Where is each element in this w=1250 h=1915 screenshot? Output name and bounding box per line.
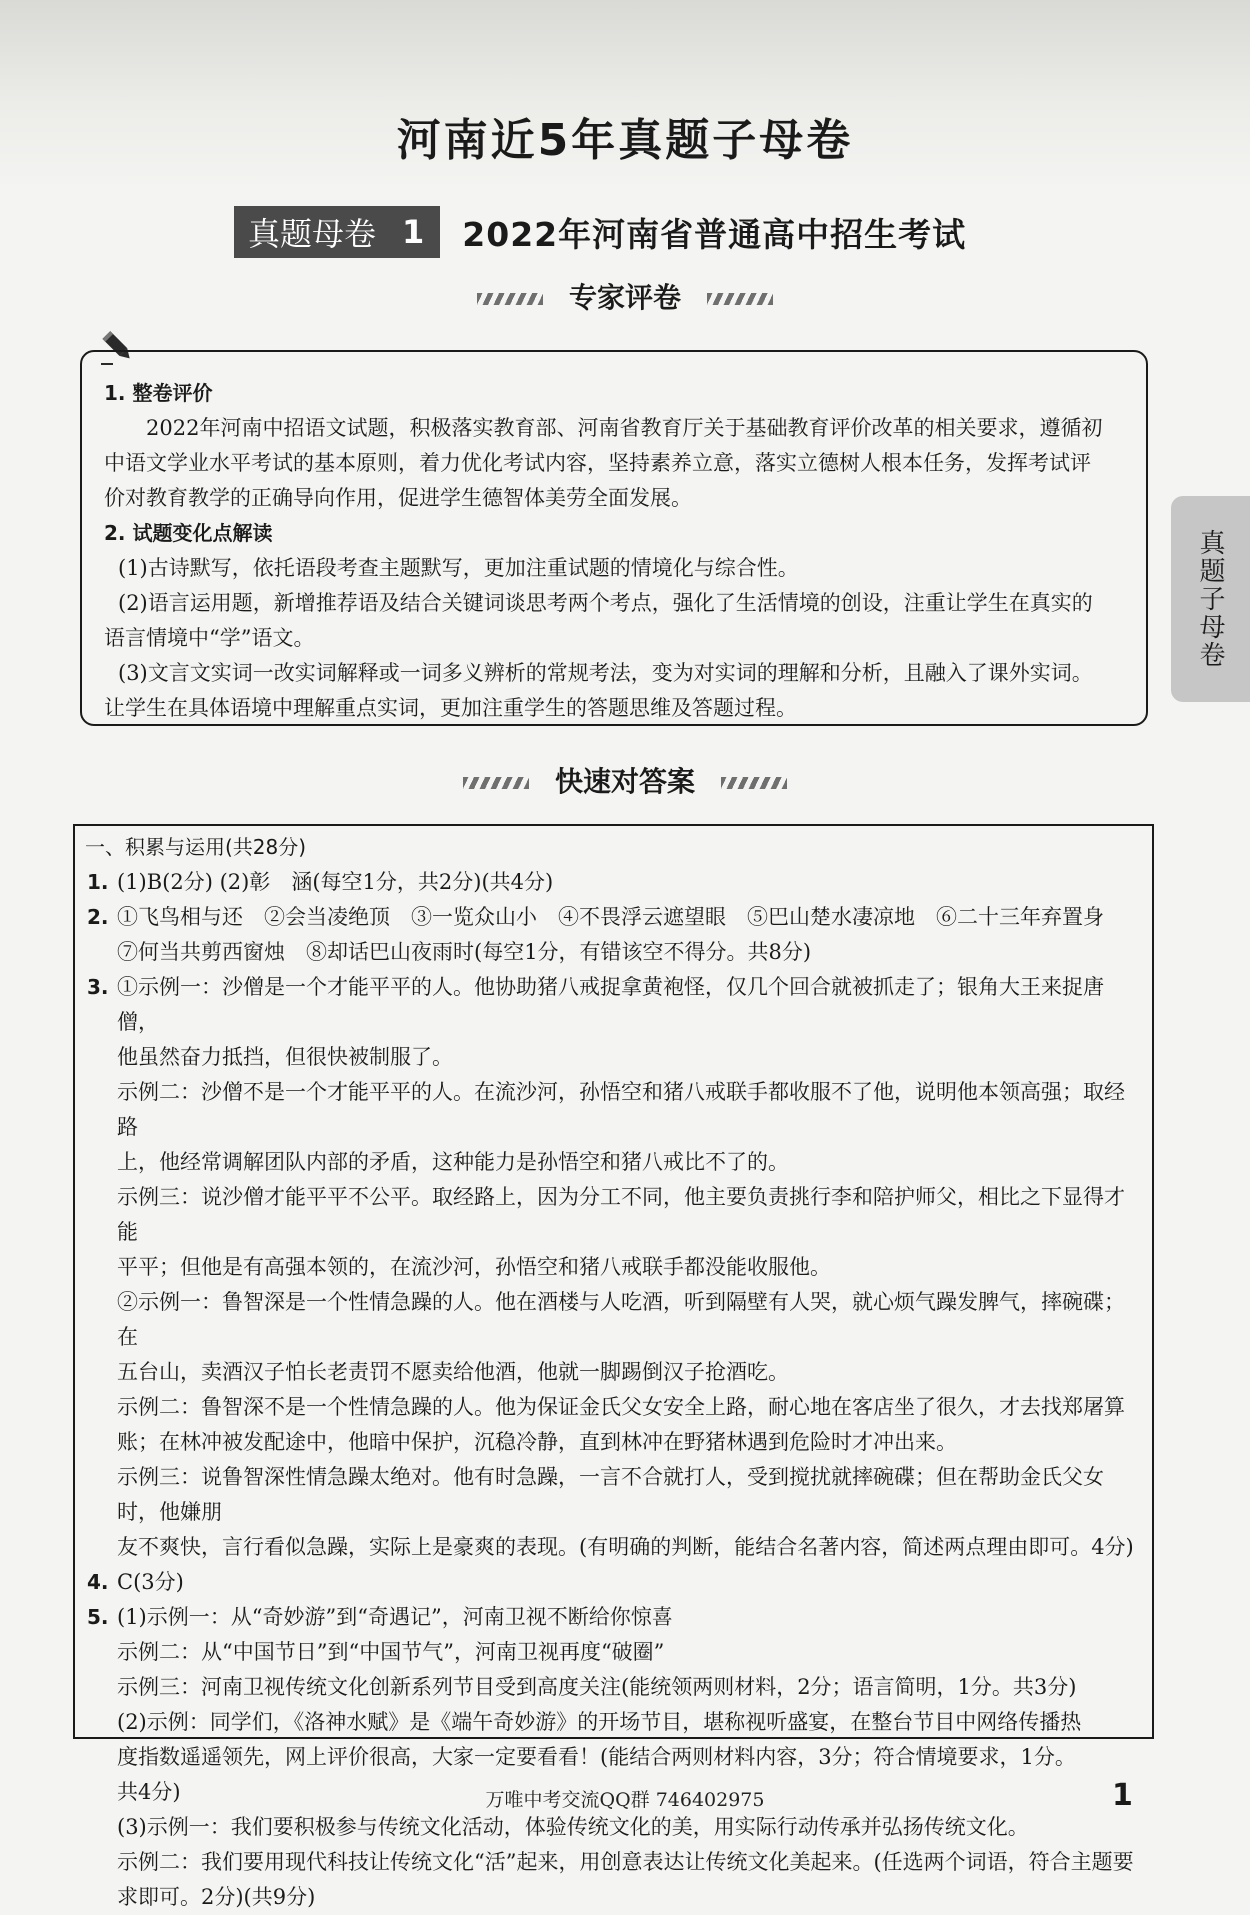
answer-line [85,1390,1142,1425]
answer-line [85,1670,1142,1705]
review-text-line: 价对教育教学的正确导向作用，促进学生德智体美劳全面发展。 [104,486,692,510]
answer-text: 平平；但他是有高强本领的，在流沙河，孙悟空和猪八戒联手都没能收服他。 [117,1255,831,1279]
answer-text: (1)B(2分) (2)彰 涵(每空1分，共2分)(共4分) [117,870,554,894]
answer-text: ①飞鸟相与还 ②会当凌绝顶 ③一览众山小 ④不畏浮云遮望眼 ⑤巴山楚水凄凉地 ⑥二十三年弃置身 [117,905,1104,929]
review-text-line: (1)古诗默写，依托语段考查主题默写，更加注重试题的情境化与综合性。 [118,556,799,580]
paper-badge-label: 真题母卷 [248,215,377,253]
answer-text: ⑦何当共剪西窗烛 ⑧却话巴山夜雨时(每空1分，有错该空不得分。共8分) [117,940,812,964]
page-number: 1 [1112,1778,1133,1813]
answers-heading: 快速对答案 [554,765,695,798]
answer-text: 示例三：说鲁智深性情急躁太绝对。他有时急躁，一言不合就打人，受到搅扰就摔碗碟；但在帮助金氏父女时，他嫌朋 [117,1465,1104,1524]
answer-text: C(3分) [117,1570,184,1594]
answer-text: 示例三：河南卫视传统文化创新系列节目受到高度关注(能统领两则材料，2分；语言简明，1分。共3分) [117,1675,1077,1699]
answer-line [85,1425,1142,1460]
answer-line [85,1250,1142,1285]
page-title: 河南近5年真题子母卷 [396,115,854,166]
exam-title-row [234,206,966,258]
answer-line [85,1705,1142,1740]
review-text-line: 2022年河南中招语文试题，积极落实教育部、河南省教育厅关于基础教育评价改革的相关要求，遵循初 [146,416,1103,440]
answer-line [85,935,1142,970]
answer-text: 度指数遥遥领先，网上评价很高，大家一定要看看！(能结合两则材料内容，3分；符合情境要求，1分。 [117,1745,1076,1769]
stripe-decoration-icon [721,777,787,789]
review-text-line: (3)文言文实词一改实词解释或一词多义辨析的常规考法，变为对实词的理解和分析，且融入了课外实词。 [118,661,1093,685]
answer-line [85,1565,1142,1600]
answer-line [85,1810,1142,1845]
paper-badge [234,206,440,258]
answer-text: (2)示例：同学们，《洛神水赋》是《端午奇妙游》的开场节目，堪称视听盛宴，在整台节目中网络传播热 [117,1710,1082,1734]
answer-text: 共4分) [117,1780,181,1804]
review-heading: 专家评卷 [568,281,681,314]
review-text-line: 让学生在具体语境中理解重点实词，更加注重学生的答题思维及答题过程。 [104,696,797,720]
answer-text: 示例二：从“中国节日”到“中国节气”，河南卫视再度“破圈” [117,1640,665,1664]
answer-line [85,1740,1142,1775]
stripe-decoration-icon [707,293,773,305]
answer-text: 五台山，卖酒汉子怕长老责罚不愿卖给他酒，他就一脚踢倒汉子抢酒吃。 [117,1360,789,1384]
question-number: 1. [87,870,109,894]
paper-badge-number: 1 [402,213,425,251]
answer-text: 他虽然奋力抵挡，但很快被制服了。 [117,1045,453,1069]
answer-text: (1)示例一：从“奇妙游”到“奇遇记”，河南卫视不断给你惊喜 [117,1605,673,1629]
answer-text: 示例二：鲁智深不是一个性情急躁的人。他为保证金氏父女安全上路，耐心地在客店坐了很久，才去找郑屠算 [117,1395,1125,1419]
answer-line [85,1285,1142,1355]
answer-text: 示例二：沙僧不是一个才能平平的人。在流沙河，孙悟空和猪八戒联手都收服不了他，说明他本领高强；取经路 [117,1080,1125,1139]
question-number: 2. [87,905,109,929]
answer-line [85,865,1142,900]
answer-text: ②示例一：鲁智深是一个性情急躁的人。他在酒楼与人吃酒，听到隔壁有人哭，就心烦气躁发脾气，摔碗碟；在 [117,1290,1125,1349]
answer-line [85,1145,1142,1180]
answer-text: 求即可。2分)(共9分) [117,1885,316,1909]
review-section-title: 1. 整卷评价 [104,381,213,405]
answer-text: 示例二：我们要用现代科技让传统文化“活”起来，用创意表达让传统文化美起来。(任选两个词语，符合主题要 [117,1850,1134,1874]
expert-review-box [80,350,1148,726]
answer-line [85,1460,1142,1530]
question-number: 5. [87,1605,109,1629]
side-tab [1171,496,1250,702]
review-text-line: 中语文学业水平考试的基本原则，着力优化考试内容，坚持素养立意，落实立德树人根本任务，发挥考试评 [104,451,1091,475]
answer-line [85,1040,1142,1075]
side-tab-label: 真题子母卷 [1195,529,1225,669]
answer-line [85,1845,1142,1880]
answer-line [85,1355,1142,1390]
review-text-line: (2)语言运用题，新增推荐语及结合关键词谈思考两个考点，强化了生活情境的创设，注重让学生在真实的 [118,591,1093,615]
stripe-decoration-icon [477,293,543,305]
answer-line [85,970,1142,1040]
answer-line [85,900,1142,935]
answer-line [85,1075,1142,1145]
answer-line [85,1880,1142,1915]
footer-note: 万唯中考交流QQ群 746402975 [485,1789,765,1811]
answers-heading-row [0,760,1250,800]
review-text-line: 语言情境中“学”语文。 [104,626,315,650]
answer-line [85,1635,1142,1670]
question-number: 4. [87,1570,109,1594]
answer-text: 示例三：说沙僧才能平平不公平。取经路上，因为分工不同，他主要负责挑行李和陪护师父，相比之下显得才能 [117,1185,1125,1244]
answer-line [85,1530,1142,1565]
answer-section-title: 一、积累与运用(共28分) [85,835,307,859]
answer-text: (3)示例一：我们要积极参与传统文化活动，体验传统文化的美，用实际行动传承并弘扬传统文化。 [117,1815,1029,1839]
answer-text: ①示例一：沙僧是一个才能平平的人。他协助猪八戒捉拿黄袍怪，仅几个回合就被抓走了；银角大王来捉唐僧， [117,975,1104,1034]
answer-line [85,1180,1142,1250]
answer-text: 友不爽快，言行看似急躁，实际上是豪爽的表现。(有明确的判断，能结合名著内容，简述两点理由即可。4分) [117,1535,1134,1559]
answer-text: 上，他经常调解团队内部的矛盾，这种能力是孙悟空和猪八戒比不了的。 [117,1150,789,1174]
answer-line [85,1600,1142,1635]
review-section-title: 2. 试题变化点解读 [104,521,273,545]
stripe-decoration-icon [463,777,529,789]
exam-title: 2022年河南省普通高中招生考试 [462,214,967,254]
answer-text: 账；在林冲被发配途中，他暗中保护，沉稳冷静，直到林冲在野猪林遇到危险时才冲出来。 [117,1430,957,1454]
review-heading-row [0,276,1250,316]
question-number: 3. [87,975,109,999]
